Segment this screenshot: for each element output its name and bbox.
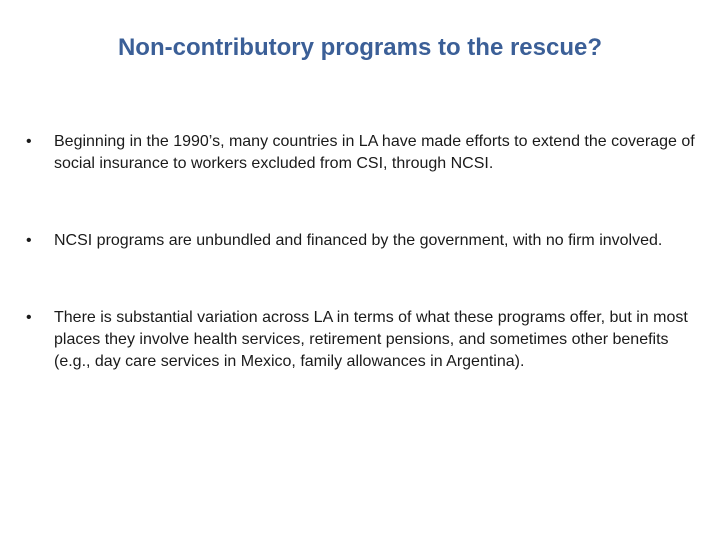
bullet-marker: • bbox=[26, 232, 32, 249]
bullet-item bbox=[26, 230, 696, 252]
bullet-item bbox=[26, 131, 696, 175]
bullet-marker: • bbox=[26, 309, 32, 326]
bullet-text: There is substantial variation across LA in terms of what these programs offer, but in most places they involve health services, retirement pensions, and sometimes other benefits (e.g., day care services in Mexico, family allowances in Argentina). bbox=[54, 309, 688, 370]
bullet-text: NCSI programs are unbundled and financed by the government, with no firm involved. bbox=[54, 232, 663, 249]
slide-title: Non-contributory programs to the rescue? bbox=[117, 34, 603, 61]
bullet-list bbox=[26, 131, 696, 373]
bullet-marker: • bbox=[26, 133, 32, 150]
bullet-text: Beginning in the 1990’s, many countries in LA have made efforts to extend the coverage of social insurance to workers excluded from CSI, through NCSI. bbox=[54, 133, 695, 172]
bullet-item bbox=[26, 307, 696, 373]
